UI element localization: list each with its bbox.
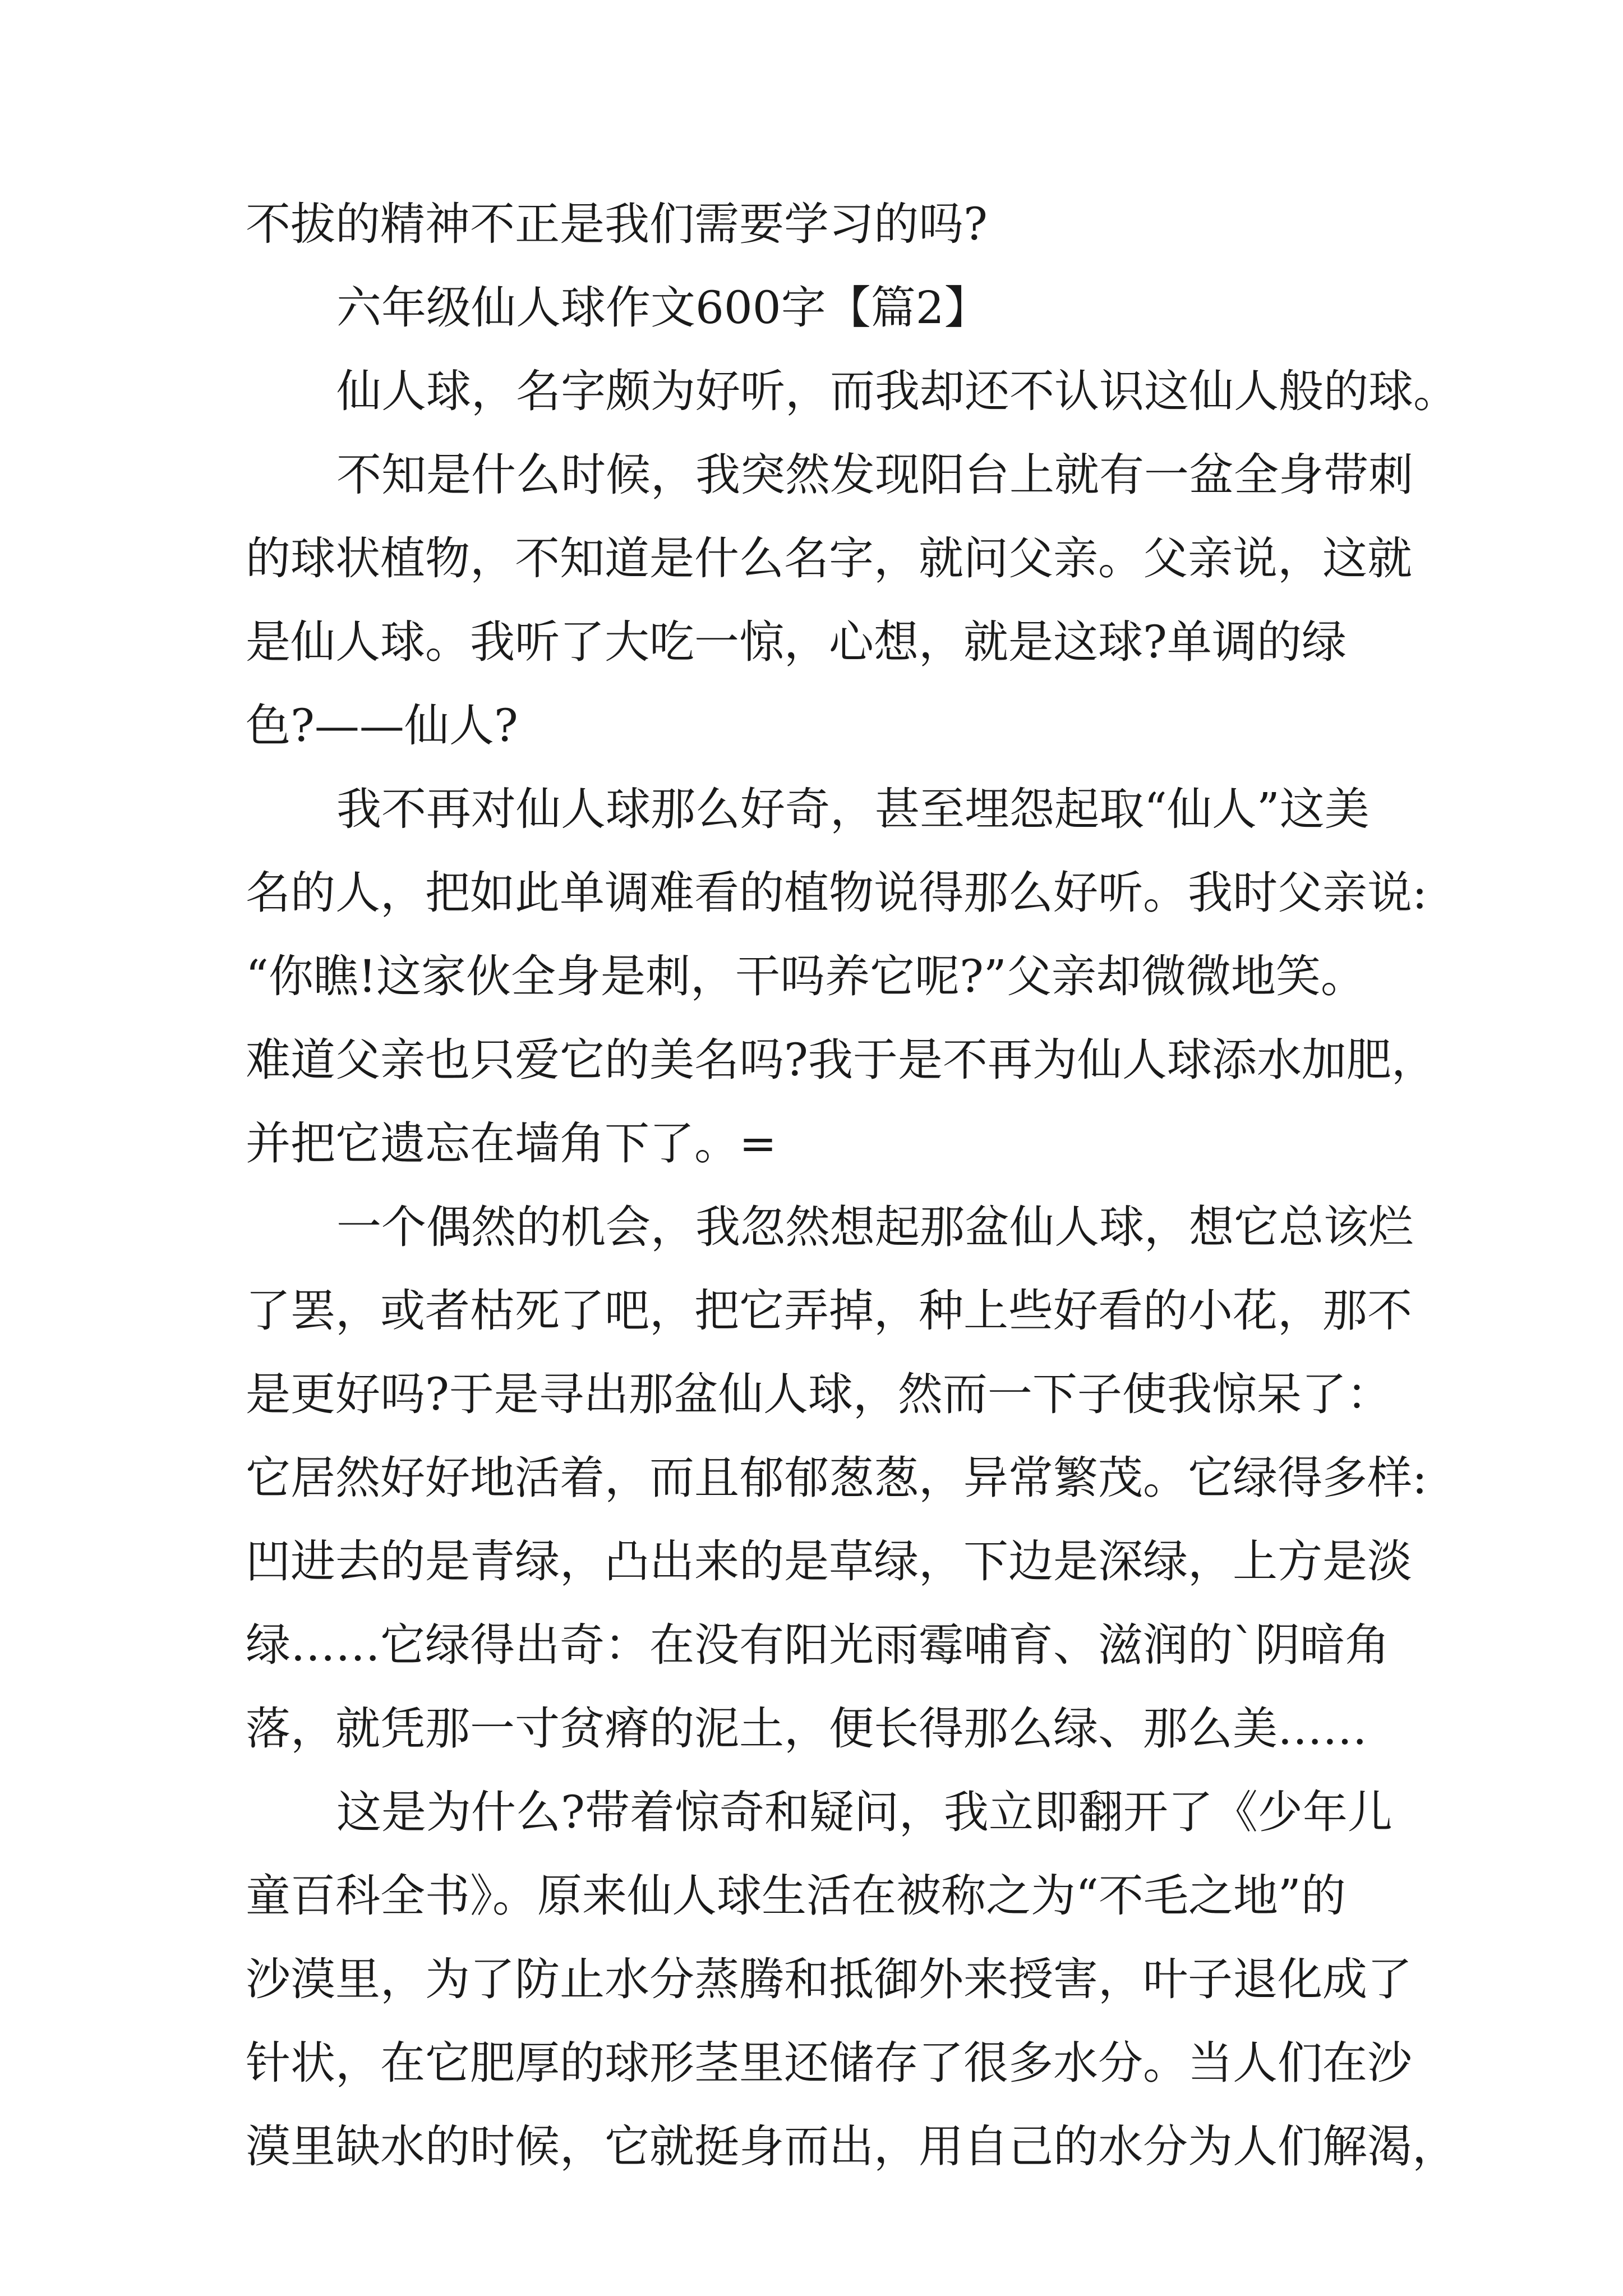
text-line: 绿……它绿得出奇：在没有阳光雨霉哺育、滋润的`阴暗角 — [246, 1619, 1390, 1671]
text-line: 不知是什么时候，我突然发现阳台上就有一盆全身带刺 — [336, 449, 1413, 501]
text-line: 的球状植物，不知道是什么名字，就问父亲。父亲说，这就 — [246, 532, 1412, 585]
text-line: 我不再对仙人球那么好奇，甚至埋怨起取“仙人”这美 — [336, 783, 1370, 835]
text-line: 并把它遗忘在墙角下了。= — [246, 1117, 777, 1170]
text-line: 一个偶然的机会，我忽然想起那盆仙人球，想它总该烂 — [336, 1201, 1413, 1253]
text-line: 难道父亲也只爱它的美名吗?我于是不再为仙人球添水加肥， — [246, 1034, 1436, 1086]
text-line: 名的人，把如此单调难看的植物说得那么好听。我时父亲说: — [246, 867, 1427, 919]
text-line: 凹进去的是青绿，凸出来的是草绿，下边是深绿，上方是淡 — [246, 1535, 1412, 1588]
text-line: 它居然好好地活着，而且郁郁葱葱，异常繁茂。它绿得多样: — [246, 1452, 1427, 1504]
text-line: “你瞧!这家伙全身是刺，干吗养它呢?”父亲却微微地笑。 — [246, 950, 1366, 1002]
text-line: 漠里缺水的时候，它就挺身而出，用自己的水分为人们解渴， — [246, 2120, 1457, 2173]
text-line: 针状，在它肥厚的球形茎里还储存了很多水分。当人们在沙 — [246, 2037, 1412, 2089]
text-line: 不拔的精神不正是我们需要学习的吗? — [246, 198, 988, 250]
text-line: 仙人球，名字颇为好听，而我却还不认识这仙人般的球。 — [336, 365, 1458, 417]
section-heading: 六年级仙人球作文600字【篇2】 — [336, 282, 989, 334]
text-line: 色?——仙人? — [246, 700, 518, 752]
text-line: 这是为什么?带着惊奇和疑问，我立即翻开了《少年儿 — [336, 1786, 1393, 1838]
text-line: 沙漠里，为了防止水分蒸腾和抵御外来授害，叶子退化成了 — [246, 1953, 1412, 2005]
text-line: 童百科全书》。原来仙人球生活在被称之为“不毛之地”的 — [246, 1870, 1346, 1922]
text-line: 是仙人球。我听了大吃一惊，心想，就是这球?单调的绿 — [246, 616, 1347, 668]
text-line: 了罢，或者枯死了吧，把它弄掉，种上些好看的小花，那不 — [246, 1285, 1412, 1337]
text-line: 落，就凭那一寸贫瘠的泥土，便长得那么绿、那么美…… — [246, 1703, 1367, 1755]
text-line: 是更好吗?于是寻出那盆仙人球，然而一下子使我惊呆了： — [246, 1368, 1391, 1420]
